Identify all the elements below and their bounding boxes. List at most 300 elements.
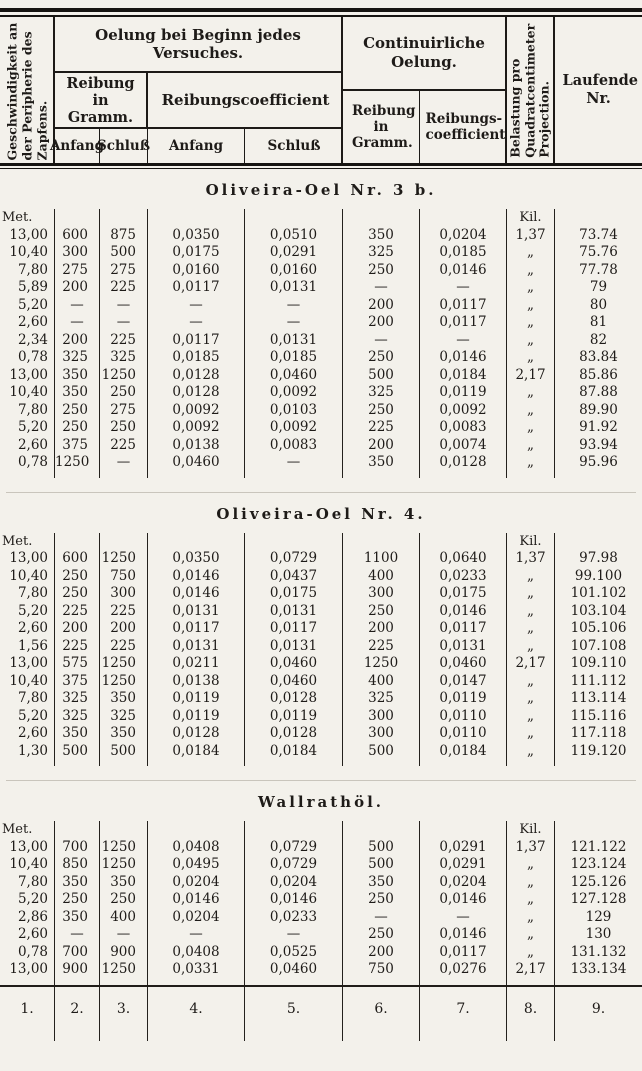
table-cell: 2,60 bbox=[0, 926, 55, 944]
table-cell: 200 bbox=[55, 620, 100, 638]
table-cell: — bbox=[343, 909, 420, 927]
table-cell: 225 bbox=[100, 332, 148, 350]
table-cell: 82 bbox=[589, 331, 608, 348]
table-cell: 83.84 bbox=[579, 349, 618, 365]
table-cell: 0,0460 bbox=[245, 367, 343, 385]
table-cell: 0,0408 bbox=[148, 839, 245, 857]
table-cell: 0,0729 bbox=[245, 550, 343, 568]
table-cell: Kil. bbox=[507, 533, 555, 551]
table-cell: 109.110 bbox=[570, 655, 627, 671]
table-cell: „ bbox=[507, 690, 555, 708]
table-cell bbox=[148, 472, 245, 478]
section-title: Wallrathöl. bbox=[257, 793, 385, 811]
table-cell: 0,0131 bbox=[245, 638, 343, 656]
col-schluss-label: Schluß bbox=[100, 129, 148, 163]
table-cell: 0,0729 bbox=[245, 839, 343, 857]
table-cell: 325 bbox=[55, 690, 100, 708]
table-cell: 133.134 bbox=[570, 961, 627, 977]
table-cell bbox=[245, 821, 343, 839]
table-cell: 0,0211 bbox=[148, 655, 245, 673]
table-cell: 225 bbox=[100, 279, 148, 297]
table-cell: 97.98 bbox=[579, 550, 618, 566]
header-laufende-nr: Laufende Nr. bbox=[562, 72, 639, 107]
table-cell bbox=[245, 472, 343, 478]
table-cell: — bbox=[148, 297, 245, 315]
table-cell: 91.92 bbox=[579, 419, 618, 435]
table-cell: „ bbox=[507, 620, 555, 638]
table-cell: 200 bbox=[100, 620, 148, 638]
table-cell: 117.118 bbox=[570, 725, 627, 741]
table-cell: 0,0408 bbox=[148, 944, 245, 962]
table-cell: „ bbox=[507, 673, 555, 691]
table-cell: 0,78 bbox=[0, 349, 55, 367]
group-title-oelung-beginn: Oelung bei Beginn jedes Versuches. bbox=[55, 17, 341, 73]
table-cell: 0,0083 bbox=[245, 437, 343, 455]
table-cell: 325 bbox=[343, 690, 420, 708]
table-cell: 13,00 bbox=[0, 550, 55, 568]
table-cell: 79 bbox=[589, 279, 608, 295]
table-cell: 0,0146 bbox=[420, 603, 507, 621]
top-rule bbox=[0, 8, 642, 17]
table-cell: 250 bbox=[343, 402, 420, 420]
table-cell: 0,0128 bbox=[148, 367, 245, 385]
table-cell bbox=[55, 821, 100, 839]
table-cell: 375 bbox=[55, 437, 100, 455]
table-cell: 1,37 bbox=[507, 839, 555, 857]
column-number: 7. bbox=[420, 987, 507, 1041]
table-cell: 500 bbox=[55, 743, 100, 761]
header-belastung-column bbox=[507, 17, 555, 163]
table-cell: 0,0119 bbox=[245, 708, 343, 726]
section-title: Oliveira-Oel Nr. 4. bbox=[216, 504, 426, 523]
column-number: 5. bbox=[245, 987, 343, 1041]
table-cell: 10,40 bbox=[0, 568, 55, 586]
table-cell: „ bbox=[507, 297, 555, 315]
table-cell: 575 bbox=[55, 655, 100, 673]
table-cell: 0,0350 bbox=[148, 550, 245, 568]
table-cell bbox=[555, 979, 642, 985]
table-cell: 0,0117 bbox=[420, 314, 507, 332]
table-cell: „ bbox=[507, 708, 555, 726]
table-cell: 121.122 bbox=[570, 838, 627, 855]
table-cell: 13,00 bbox=[0, 655, 55, 673]
table-cell: 2,17 bbox=[507, 367, 555, 385]
column-number: 6. bbox=[343, 987, 420, 1041]
table-cell bbox=[100, 533, 148, 551]
table-cell: 101.102 bbox=[570, 585, 627, 601]
table-cell: 700 bbox=[55, 944, 100, 962]
table-cell bbox=[100, 979, 148, 985]
table-cell: „ bbox=[507, 437, 555, 455]
table-cell: 2,60 bbox=[0, 725, 55, 743]
column-number: 2. bbox=[55, 987, 100, 1041]
table-cell: 200 bbox=[55, 279, 100, 297]
table-cell: — bbox=[420, 279, 507, 297]
table-cell: 500 bbox=[343, 743, 420, 761]
table-cell bbox=[507, 472, 555, 478]
table-cell: 13,00 bbox=[0, 961, 55, 979]
table-cell: 200 bbox=[343, 314, 420, 332]
table-cell bbox=[555, 821, 642, 839]
table-cell: 0,0131 bbox=[420, 638, 507, 656]
table-cell: 1250 bbox=[100, 839, 148, 857]
table-cell: 7,80 bbox=[0, 262, 55, 280]
oil-section bbox=[0, 492, 642, 767]
table-cell: 0,0204 bbox=[420, 874, 507, 892]
table-cell: 0,0460 bbox=[420, 655, 507, 673]
table-cell: — bbox=[343, 332, 420, 350]
table-cell: 0,0276 bbox=[420, 961, 507, 979]
table-cell: 130 bbox=[585, 926, 612, 942]
table-cell: 750 bbox=[343, 961, 420, 979]
table-cell: 0,78 bbox=[0, 454, 55, 472]
table-cell: 1100 bbox=[343, 550, 420, 568]
table-cell: 0,0138 bbox=[148, 437, 245, 455]
table-cell: 250 bbox=[55, 585, 100, 603]
table-cell: „ bbox=[507, 419, 555, 437]
table-cell: — bbox=[100, 297, 148, 315]
table-cell bbox=[55, 760, 100, 766]
table-cell: 0,0131 bbox=[148, 638, 245, 656]
table-cell bbox=[245, 209, 343, 227]
table-cell: 77.78 bbox=[579, 261, 618, 278]
table-cell: 87.88 bbox=[579, 384, 618, 400]
table-cell bbox=[555, 760, 642, 766]
table-cell bbox=[555, 533, 642, 551]
table-cell: 200 bbox=[55, 332, 100, 350]
table-cell: 1250 bbox=[100, 655, 148, 673]
table-cell: 0,0117 bbox=[420, 620, 507, 638]
table-cell: „ bbox=[507, 909, 555, 927]
table-cell: 0,0175 bbox=[420, 585, 507, 603]
table-cell bbox=[148, 979, 245, 985]
table-cell: 0,0128 bbox=[420, 454, 507, 472]
header-speed-column bbox=[0, 17, 55, 163]
column-number: 1. bbox=[0, 987, 55, 1041]
table-cell: 5,20 bbox=[0, 297, 55, 315]
table-cell: 250 bbox=[55, 402, 100, 420]
table-cell: 0,0117 bbox=[148, 279, 245, 297]
table-cell: 0,0460 bbox=[245, 655, 343, 673]
table-cell bbox=[100, 472, 148, 478]
table-cell bbox=[420, 979, 507, 985]
table-cell: — bbox=[100, 926, 148, 944]
table-cell: 400 bbox=[100, 909, 148, 927]
table-cell: 5,20 bbox=[0, 891, 55, 909]
table-cell: „ bbox=[507, 856, 555, 874]
table-cell: — bbox=[245, 454, 343, 472]
table-cell: — bbox=[148, 926, 245, 944]
table-cell: 0,0146 bbox=[420, 891, 507, 909]
table-cell: „ bbox=[507, 926, 555, 944]
table-cell: 1,37 bbox=[507, 227, 555, 245]
section-separator bbox=[6, 780, 636, 781]
table-cell: 300 bbox=[55, 244, 100, 262]
table-cell: — bbox=[100, 454, 148, 472]
table-cell: „ bbox=[507, 402, 555, 420]
table-cell: 0,0119 bbox=[420, 384, 507, 402]
table-cell: 10,40 bbox=[0, 856, 55, 874]
table-cell: 325 bbox=[100, 708, 148, 726]
table-cell: 600 bbox=[55, 227, 100, 245]
table-cell: — bbox=[245, 926, 343, 944]
table-cell: 375 bbox=[55, 673, 100, 691]
table-cell: 0,0146 bbox=[245, 891, 343, 909]
table-cell: Kil. bbox=[507, 821, 555, 839]
table-cell: 13,00 bbox=[0, 227, 55, 245]
table-cell bbox=[420, 821, 507, 839]
table-cell: 80 bbox=[589, 296, 608, 313]
table-cell: 0,0131 bbox=[245, 279, 343, 297]
sections bbox=[0, 181, 642, 985]
table-cell: 0,0117 bbox=[148, 332, 245, 350]
table-cell: 0,0092 bbox=[148, 402, 245, 420]
table-cell: 350 bbox=[100, 874, 148, 892]
table-cell bbox=[245, 979, 343, 985]
table-cell: Met. bbox=[0, 821, 55, 839]
table-cell: „ bbox=[507, 725, 555, 743]
subheader-reibung-gramm: Reibung in Gramm. bbox=[55, 73, 148, 127]
table-cell: — bbox=[55, 314, 100, 332]
table-cell: 350 bbox=[55, 874, 100, 892]
table-cell: 225 bbox=[343, 638, 420, 656]
table-cell: 0,0204 bbox=[148, 909, 245, 927]
table-cell bbox=[148, 209, 245, 227]
section-data-grid bbox=[0, 209, 642, 478]
speed-column-label: Geschwindigkeit an der Peripherie des Zapfens. bbox=[4, 22, 49, 160]
table-cell: 225 bbox=[55, 603, 100, 621]
table-cell: 350 bbox=[55, 725, 100, 743]
table-cell: 7,80 bbox=[0, 690, 55, 708]
table-cell: 225 bbox=[55, 638, 100, 656]
table-cell: 0,0092 bbox=[420, 402, 507, 420]
table-cell: 900 bbox=[55, 961, 100, 979]
table-cell: 0,0117 bbox=[420, 944, 507, 962]
table-cell: 2,60 bbox=[0, 437, 55, 455]
table-cell: 2,17 bbox=[507, 655, 555, 673]
table-cell: 10,40 bbox=[0, 244, 55, 262]
table-cell: 0,0291 bbox=[420, 856, 507, 874]
table-cell bbox=[55, 209, 100, 227]
table-cell: 1,37 bbox=[507, 550, 555, 568]
column-number: 4. bbox=[148, 987, 245, 1041]
table-cell: — bbox=[245, 314, 343, 332]
table-cell: — bbox=[55, 926, 100, 944]
table-cell bbox=[555, 472, 642, 478]
table-cell: 0,0092 bbox=[245, 419, 343, 437]
table-cell: 250 bbox=[55, 419, 100, 437]
table-cell: „ bbox=[507, 585, 555, 603]
table-cell: „ bbox=[507, 944, 555, 962]
table-cell: 0,0160 bbox=[148, 262, 245, 280]
table-cell: 111.112 bbox=[570, 672, 627, 689]
table-cell: 250 bbox=[100, 419, 148, 437]
belastung-column-label: Belastung pro Quadratcentimeter Projection. bbox=[507, 24, 552, 158]
table-cell: 300 bbox=[343, 708, 420, 726]
section-data-grid bbox=[0, 821, 642, 985]
table-cell: 0,0460 bbox=[245, 961, 343, 979]
table-cell: 0,0184 bbox=[245, 743, 343, 761]
table-cell: 350 bbox=[343, 874, 420, 892]
header-bottom-rule bbox=[0, 163, 642, 169]
table-cell: „ bbox=[507, 262, 555, 280]
subheader-reibungscoefficient: Reibungscoefficient bbox=[161, 91, 330, 109]
table-cell: 123.124 bbox=[570, 856, 627, 872]
table-cell: 250 bbox=[100, 891, 148, 909]
table-cell: 200 bbox=[343, 297, 420, 315]
table-cell: Kil. bbox=[507, 209, 555, 227]
table-cell bbox=[148, 760, 245, 766]
column-number: 9. bbox=[591, 1000, 606, 1017]
table-cell: „ bbox=[507, 314, 555, 332]
table-cell: 0,0204 bbox=[420, 227, 507, 245]
table-cell: — bbox=[148, 314, 245, 332]
table-cell bbox=[343, 472, 420, 478]
table-cell: 250 bbox=[343, 603, 420, 621]
group-title-continuirlich: Continuirliche Oelung. bbox=[343, 17, 505, 91]
table-cell: 0,0131 bbox=[245, 332, 343, 350]
table-cell: 700 bbox=[55, 839, 100, 857]
table-cell: 0,0074 bbox=[420, 437, 507, 455]
table-cell: 5,20 bbox=[0, 708, 55, 726]
table-cell: 350 bbox=[343, 227, 420, 245]
table-cell: 0,0092 bbox=[148, 419, 245, 437]
table-cell: 125.126 bbox=[570, 873, 627, 890]
table-cell bbox=[55, 979, 100, 985]
table-cell: 0,0350 bbox=[148, 227, 245, 245]
table-cell: 500 bbox=[343, 367, 420, 385]
table-cell: 0,0460 bbox=[245, 673, 343, 691]
table-cell: 0,0128 bbox=[245, 725, 343, 743]
table-cell: 5,20 bbox=[0, 603, 55, 621]
table-cell bbox=[343, 533, 420, 551]
table-cell: 0,0131 bbox=[245, 603, 343, 621]
table-cell: 600 bbox=[55, 550, 100, 568]
table-cell: 0,0184 bbox=[148, 743, 245, 761]
table-cell: 0,0495 bbox=[148, 856, 245, 874]
table-cell: 0,0185 bbox=[245, 349, 343, 367]
table-cell: 93.94 bbox=[579, 436, 618, 453]
table-cell: 0,0110 bbox=[420, 725, 507, 743]
table-cell: „ bbox=[507, 891, 555, 909]
header-group-continuirlich bbox=[343, 17, 507, 163]
table-cell: 0,0525 bbox=[245, 944, 343, 962]
table-cell: 1250 bbox=[343, 655, 420, 673]
table-cell: — bbox=[343, 279, 420, 297]
table-cell: „ bbox=[507, 244, 555, 262]
table-cell: 500 bbox=[100, 244, 148, 262]
table-cell: 0,0119 bbox=[148, 690, 245, 708]
table-cell: 325 bbox=[100, 349, 148, 367]
table-cell: 127.128 bbox=[570, 891, 627, 907]
table-cell: 0,0103 bbox=[245, 402, 343, 420]
table-cell: 131.132 bbox=[570, 943, 627, 960]
table-cell: 0,0146 bbox=[148, 568, 245, 586]
table-cell: 1250 bbox=[100, 961, 148, 979]
table-cell: 0,0437 bbox=[245, 568, 343, 586]
table-cell: 0,0117 bbox=[420, 297, 507, 315]
table-cell: 0,0160 bbox=[245, 262, 343, 280]
table-cell: 225 bbox=[100, 437, 148, 455]
table-cell: 0,0092 bbox=[245, 384, 343, 402]
table-cell bbox=[100, 821, 148, 839]
table-cell bbox=[100, 760, 148, 766]
table-cell: 0,0117 bbox=[245, 620, 343, 638]
table-cell: 350 bbox=[100, 690, 148, 708]
table-cell: 0,0640 bbox=[420, 550, 507, 568]
col-anfang-label: Anfang bbox=[55, 129, 100, 163]
table-cell: 13,00 bbox=[0, 367, 55, 385]
table-cell: 1250 bbox=[100, 550, 148, 568]
table-cell: 0,0175 bbox=[245, 585, 343, 603]
table-cell: 10,40 bbox=[0, 673, 55, 691]
header-group-oelung-beginn bbox=[49, 17, 343, 163]
table-cell: 129 bbox=[585, 908, 612, 925]
table-cell: 7,80 bbox=[0, 402, 55, 420]
table-cell: 325 bbox=[343, 244, 420, 262]
table-header bbox=[0, 17, 642, 163]
table-cell bbox=[420, 472, 507, 478]
table-cell: 103.104 bbox=[570, 602, 627, 619]
table-cell bbox=[555, 209, 642, 227]
table-cell: 0,0146 bbox=[420, 926, 507, 944]
table-cell: 250 bbox=[343, 349, 420, 367]
table-cell: 2,60 bbox=[0, 314, 55, 332]
oil-section bbox=[0, 181, 642, 478]
table-cell: 1250 bbox=[100, 856, 148, 874]
table-cell: 325 bbox=[343, 384, 420, 402]
table-cell: 119.120 bbox=[570, 742, 627, 759]
table-cell: 250 bbox=[55, 891, 100, 909]
table-cell: 0,0291 bbox=[245, 244, 343, 262]
table-cell bbox=[55, 533, 100, 551]
table-cell: 350 bbox=[343, 454, 420, 472]
table-cell: — bbox=[245, 297, 343, 315]
table-cell: 250 bbox=[343, 926, 420, 944]
table-cell: — bbox=[420, 909, 507, 927]
table-cell: 350 bbox=[55, 384, 100, 402]
table-cell: 0,0128 bbox=[148, 384, 245, 402]
table-cell: 1250 bbox=[55, 454, 100, 472]
subheader-cont-coefficient: Reibungs-coefficient bbox=[425, 111, 506, 143]
table-cell bbox=[343, 760, 420, 766]
table-cell bbox=[148, 533, 245, 551]
table-cell: 250 bbox=[55, 568, 100, 586]
table-cell: „ bbox=[507, 384, 555, 402]
table-cell: 105.106 bbox=[570, 620, 627, 636]
table-cell: 300 bbox=[343, 585, 420, 603]
table-cell: 115.116 bbox=[570, 707, 627, 724]
table-cell: 5,89 bbox=[0, 279, 55, 297]
table-cell bbox=[343, 821, 420, 839]
table-cell: 350 bbox=[100, 725, 148, 743]
subheader-cont-reibung-gramm: Reibung in Gramm. bbox=[343, 91, 420, 163]
table-cell: 1,56 bbox=[0, 638, 55, 656]
table-cell: 113.114 bbox=[570, 690, 627, 706]
table-cell: 0,0083 bbox=[420, 419, 507, 437]
table-cell: 350 bbox=[55, 367, 100, 385]
table-cell: 0,0233 bbox=[420, 568, 507, 586]
table-cell: 7,80 bbox=[0, 585, 55, 603]
table-cell bbox=[0, 760, 55, 766]
table-cell: 500 bbox=[343, 856, 420, 874]
table-cell: 0,0510 bbox=[245, 227, 343, 245]
table-cell: 250 bbox=[100, 384, 148, 402]
table-cell: 250 bbox=[343, 262, 420, 280]
col-schluss-label: Schluß bbox=[267, 138, 321, 154]
table-cell: 0,0119 bbox=[420, 690, 507, 708]
table-cell: 0,0291 bbox=[420, 839, 507, 857]
